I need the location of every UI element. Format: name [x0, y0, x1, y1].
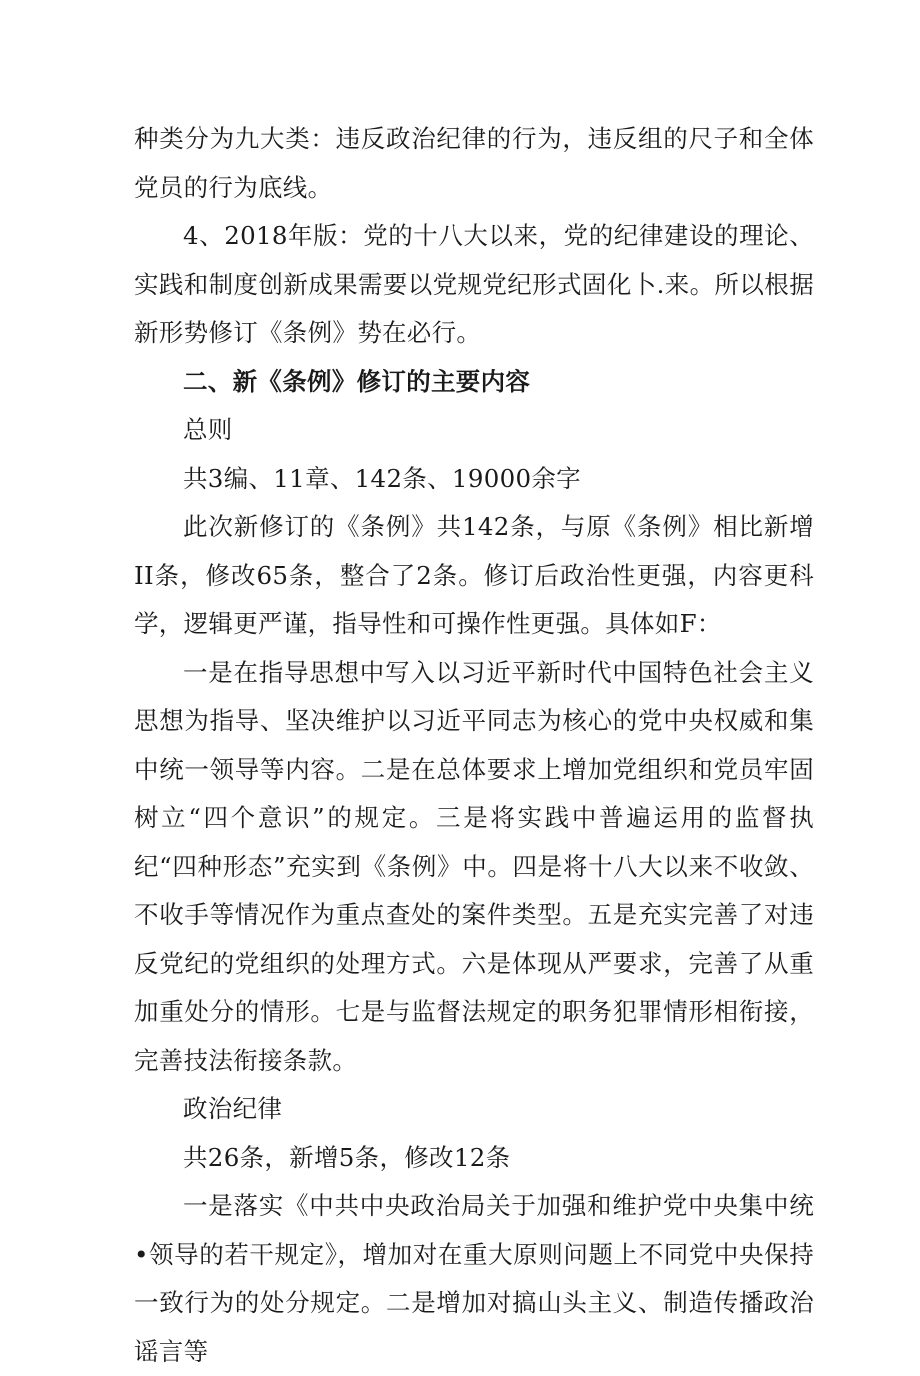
political-discipline-stats: 共26条，新增5条，修改12条 [183, 1142, 511, 1172]
paragraph-2018-version: 4、2018年版：党的十八大以来，党的纪律建设的理论、实践和制度创新成果需要以党规党纪形式固化卜.来。所以根据新形势修订《条例》势在必行。 [134, 221, 814, 347]
paragraph-political-discipline-details: 一是落实《中共中央政治局关于加强和维护党中央集中统•领导的若干规定》，增加对在重大原则问题上不同党中央保持一致行为的处分规定。二是增加对搞山头主义、制造传播政治谣言等 [134, 1191, 814, 1366]
subheading-political-discipline: 政治纪律 [183, 1094, 283, 1123]
paragraph-revision-overview: 此次新修订的《条例》共142条，与原《条例》相比新增II条，修改65条，整合了2条。修订后政治性更强，内容更科学，逻辑更严谨，指导性和可操作性更强。具体如F： [134, 512, 814, 638]
subheading-general-provisions: 总则 [183, 415, 233, 444]
document-body [134, 115, 814, 1376]
paragraph-category-summary: 种类分为九大类：违反政治纪律的行为，违反组的尺子和全体党员的行为底线。 [134, 124, 814, 202]
paragraph-revision-details: 一是在指导思想中写入以习近平新时代中国特色社会主义思想为指导、坚决维护以习近平同志为核心的党中央权威和集中统一领导等内容。二是在总体要求上增加党组织和党员牢固树立“四个意识”的规定。三是将实践中普遍运用的监督执纪“四种形态”充实到《条例》中。四是将十八大以来不收敛、不收手等情况作为重点查处的案件类型。五是充实完善了对违反党纪的党组织的处理方式。六是体现从严要求，完善了从重加重处分的情形。七是与监督法规定的职务犯罪情形相衔接，完善技法衔接条款。 [134, 657, 814, 1075]
general-provisions-stats: 共3编、11章、142条、19000余字 [183, 463, 581, 493]
section-heading-main-content: 二、新《条例》修订的主要内容 [183, 366, 531, 396]
